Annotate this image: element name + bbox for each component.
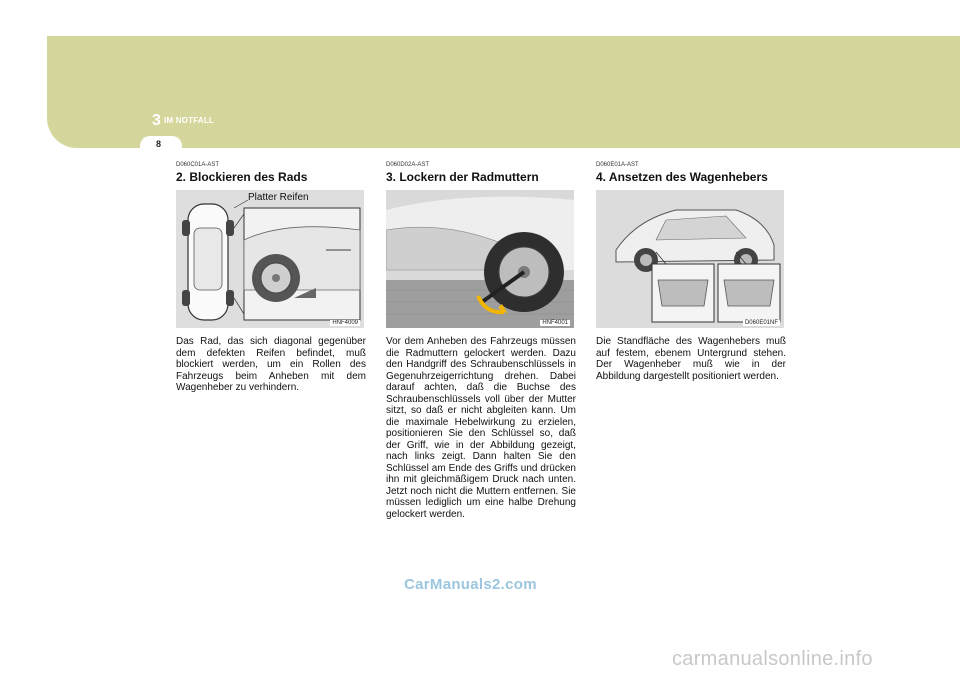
section-code: D060D02A-AST bbox=[386, 162, 430, 168]
section-code: D060C01A-AST bbox=[176, 162, 220, 168]
section-body: Vor dem Anheben des Fahrzeugs müssen die Radmuttern gelockert werden. Dazu den Handgriff des Schraubenschlüssels in Gegenuhrzeigerrichtung drehen. Dabei darauf achten, daß die Buchse des Schraubenschlüssels voll über der Mutter sitzt, so daß er nicht abgleiten kann. Um die maximale Hebelwirkung zu erzielen, positionieren Sie den Schlüssel so, daß der Griff, wie in der Abbildung gezeigt, nach links zeigt. Dann halten Sie den Schlüssel am Ende des Griffs und drücken ihn mit gleichmäßigem Druck nach unten. Jetzt noch nicht die Muttern entfernen. Sie müssen lediglich um eine halbe Drehung gelockert werden. bbox=[386, 336, 576, 520]
figure-jack-placement bbox=[596, 190, 784, 328]
chapter-number: 3 bbox=[152, 112, 161, 129]
wheel-chock-illustration bbox=[176, 190, 364, 328]
wheel-wrench-illustration bbox=[386, 190, 574, 328]
figure-wheel-chock bbox=[176, 190, 364, 328]
section-loosen-nuts bbox=[386, 162, 576, 520]
figure-callout: Platter Reifen bbox=[248, 192, 309, 203]
section-jack-placement bbox=[596, 162, 786, 382]
header-band bbox=[47, 36, 960, 148]
section-blocking-wheel bbox=[176, 162, 366, 394]
figure-id: D060E01NF bbox=[744, 320, 778, 326]
section-code: D060E01A-AST bbox=[596, 162, 639, 168]
section-body: Das Rad, das sich diagonal gegenüber dem defekten Reifen befindet, muß blockiert werden, um ein Rollen des Fahrzeugs beim Anheben mit dem Wagenheber zu verhindern. bbox=[176, 336, 366, 393]
jack-position-illustration bbox=[596, 190, 784, 328]
figure-loosen-nuts bbox=[386, 190, 574, 328]
page-number: 8 bbox=[156, 139, 162, 149]
section-body: Die Standfläche des Wagenhebers muß auf festem, ebenem Untergrund stehen. Der Wagenheber muß wie in der Abbildung dargestellt positioniert werden. bbox=[596, 336, 786, 382]
section-title: 3. Lockern der Radmuttern bbox=[386, 170, 539, 184]
footer-watermark[interactable]: carmanualsonline.info bbox=[672, 648, 873, 670]
figure-id: HNF4009 bbox=[332, 320, 358, 326]
chapter-title: IM NOTFALL bbox=[164, 116, 214, 125]
watermark-carmanuals2[interactable]: CarManuals2.com bbox=[404, 576, 537, 593]
section-title: 4. Ansetzen des Wagenhebers bbox=[596, 170, 768, 184]
section-title: 2. Blockieren des Rads bbox=[176, 170, 308, 184]
figure-id: HNF4001 bbox=[542, 320, 568, 326]
